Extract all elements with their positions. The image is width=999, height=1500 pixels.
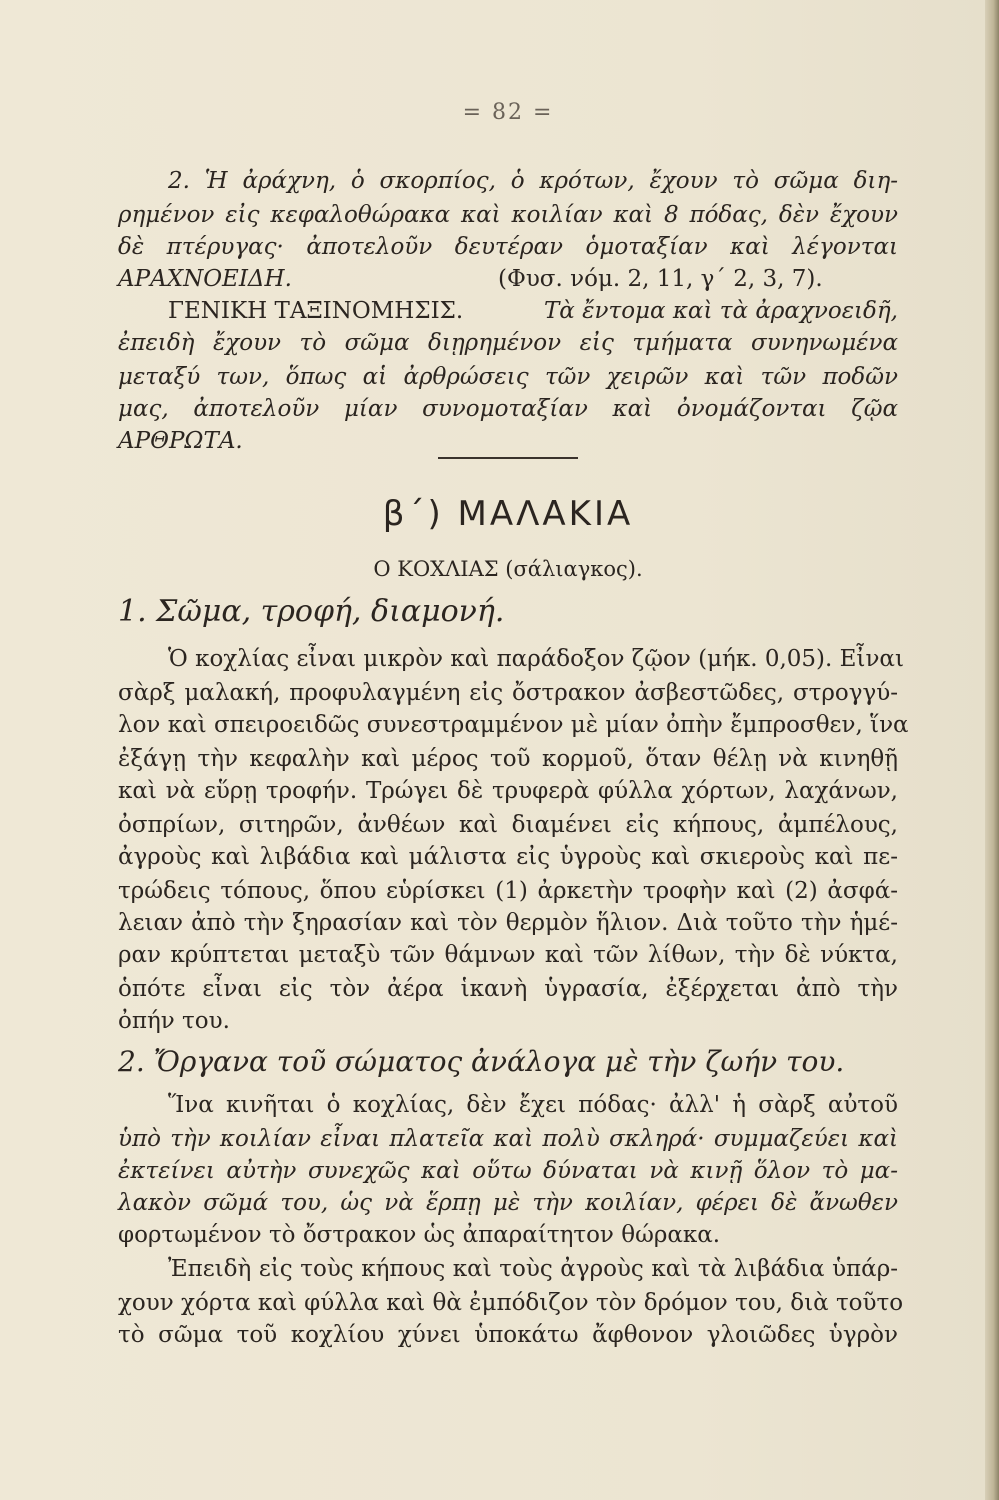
general-classification: ΓΕΝΙΚΗ ΤΑΞΙΝΟΜΗΣΙΣ. [168, 298, 464, 324]
section1-line-4 [118, 264, 898, 294]
para2-line-3: ἐκτείνει αὐτὴν συνεχῶς καὶ οὕτω δύναται νὰ κινῇ ὅλον τὸ μα- [118, 1158, 898, 1184]
para1-line-11: ὁπότε εἶναι εἰς τὸν ἀέρα ἱκανὴ ὑγρασία, ἐξέρχεται ἀπὸ τὴν [118, 976, 898, 1002]
para1-line-6: ὀσπρίων, σιτηρῶν, ἀνθέων καὶ διαμένει εἰς κήπους, ἀμπέλους, [118, 812, 898, 838]
para2-line-1: Ἵνα κινῆται ὁ κοχλίας, δὲν ἔχει πόδας· ἀλλ' ἡ σὰρξ αὐτοῦ [168, 1092, 898, 1118]
para2-line-4: λακὸν σῶμά του, ὡς νὰ ἕρπῃ μὲ τὴν κοιλίαν, φέρει δὲ ἄνωθεν [118, 1190, 898, 1216]
snail-subheading: Ο ΚΟΧΛΙΑΣ (σάλιαγκος). [373, 557, 643, 581]
section1-line-1: 2. Ἡ ἀράχνη, ὁ σκορπίος, ὁ κρότων, ἔχουν τὸ σῶμα διη- [168, 168, 898, 194]
para2-line-5: φορτωμένον τὸ ὄστρακον ὡς ἀπαραίτητον θώρακα. [118, 1222, 721, 1248]
para1-line-2: σὰρξ μαλακή, προφυλαγμένη εἰς ὄστρακον ἀσβεστῶδες, στρογγύ- [118, 680, 898, 706]
book-edge [985, 0, 999, 1500]
classification-text: Τὰ ἔντομα καὶ τὰ ἀραχνοειδῆ, [543, 298, 898, 324]
para1-line-4: ἐξάγῃ τὴν κεφαλὴν καὶ μέρος τοῦ κορμοῦ, ὅταν θέλῃ νὰ κινηθῇ [118, 746, 898, 772]
page-number: = 82 = [462, 100, 554, 125]
section1-line-3: δὲ πτέρυγας· ἀποτελοῦν δευτέραν ὁμοταξίαν καὶ λέγονται [118, 234, 898, 260]
heading-body-food-habitat: 1. Σῶμα, τροφή, διαμονή. [118, 594, 505, 629]
divider [438, 457, 578, 459]
section1-line-7: μεταξύ των, ὅπως αἱ ἀρθρώσεις τῶν χειρῶν καὶ τῶν ποδῶν [118, 364, 898, 390]
section1-line-8: μας, ἀποτελοῦν μίαν συνομοταξίαν καὶ ὀνομάζονται ζῷα [118, 396, 898, 422]
arachnida-term: ΑΡΑΧΝΟΕΙΔΗ. [118, 266, 292, 292]
para1-line-10: ραν κρύπτεται μεταξὺ τῶν θάμνων καὶ τῶν λίθων, τὴν δὲ νύκτα, [118, 942, 898, 968]
heading-body-organs: 2. Ὄργανα τοῦ σώματος ἀνάλογα μὲ τὴν ζωήν του. [118, 1045, 845, 1078]
para2-line-2: ὑπὸ τὴν κοιλίαν εἶναι πλατεῖα καὶ πολὺ σκληρά· συμμαζεύει καὶ [118, 1126, 898, 1152]
para3-line-1: Ἐπειδὴ εἰς τοὺς κήπους καὶ τοὺς ἀγροὺς καὶ τὰ λιβάδια ὑπάρ- [168, 1256, 898, 1282]
main-heading: β΄) ΜΑΛΑΚΙΑ [382, 494, 634, 534]
para1-line-12: ὀπήν του. [118, 1008, 230, 1034]
para1-line-8: τρώδεις τόπους, ὅπου εὑρίσκει (1) ἀρκετὴν τροφὴν καὶ (2) ἀσφά- [118, 878, 898, 904]
law-reference: (Φυσ. νόμ. 2, 11, γ΄ 2, 3, 7). [498, 266, 823, 292]
para3-line-2: χουν χόρτα καὶ φύλλα καὶ θὰ ἐμπόδιζον τὸν δρόμον του, διὰ τοῦτο [118, 1290, 904, 1316]
section1-line-6: ἐπειδὴ ἔχουν τὸ σῶμα διῃρημένον εἰς τμήματα συνηνωμένα [118, 330, 898, 356]
para3-line-3: τὸ σῶμα τοῦ κοχλίου χύνει ὑποκάτω ἄφθονον γλοιῶδες ὑγρὸν [118, 1322, 898, 1348]
section1-line-5 [118, 296, 898, 326]
para1-line-5: καὶ νὰ εὕρῃ τροφήν. Τρώγει δὲ τρυφερὰ φύλλα χόρτων, λαχάνων, [118, 778, 898, 804]
para1-line-7: ἀγροὺς καὶ λιβάδια καὶ μάλιστα εἰς ὑγροὺς καὶ σκιεροὺς καὶ πε- [118, 844, 898, 870]
section1-line-2: ρημένον εἰς κεφαλοθώρακα καὶ κοιλίαν καὶ 8 πόδας, δὲν ἔχουν [118, 202, 898, 228]
para1-line-1: Ὁ κοχλίας εἶναι μικρὸν καὶ παράδοξον ζῷον (μήκ. 0,05). Εἶναι [168, 646, 904, 672]
section1-line-9: ΑΡΘΡΩΤΑ. [118, 428, 243, 454]
para1-line-3: λον καὶ σπειροειδῶς συνεστραμμένον μὲ μίαν ὀπὴν ἔμπροσθεν, ἵνα [118, 712, 909, 738]
para1-line-9: λειαν ἀπὸ τὴν ξηρασίαν καὶ τὸν θερμὸν ἥλιον. Διὰ τοῦτο τὴν ἡμέ- [118, 910, 898, 936]
